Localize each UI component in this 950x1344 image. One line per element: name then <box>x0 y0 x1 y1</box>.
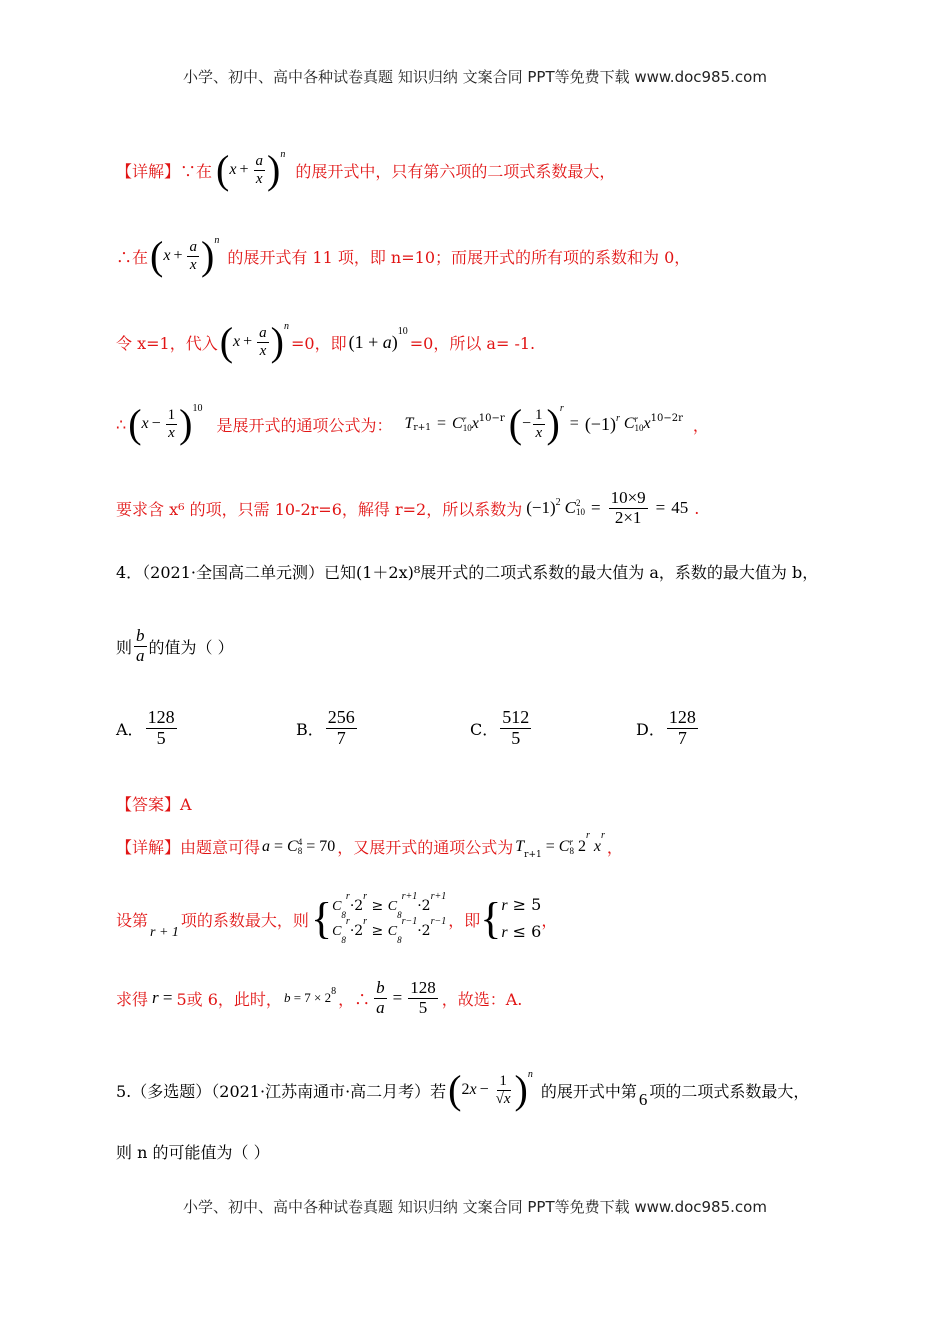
answer-line: 【答案】A <box>116 795 192 814</box>
question-4-pre: 则 <box>116 637 133 657</box>
line-4-pre: ∴ <box>116 414 127 434</box>
question-5-post: 项的二项式系数最大， <box>649 1081 810 1101</box>
line-3-pre: 令 x=1，代入 <box>116 333 218 353</box>
detail-3-post: ，故选：A. <box>441 989 523 1009</box>
formula-r-equals: r = <box>152 988 173 1007</box>
option-c[interactable] <box>470 706 533 750</box>
option-b-value: $\frac{256}{7}$ <box>327 706 355 748</box>
detail-2-mid: 项的系数最大，则 <box>180 910 309 930</box>
detail-3-mid: 5或 6，此时， <box>176 989 282 1009</box>
formula-a-equals-70: a = C 4 8 = 70 <box>262 836 336 856</box>
option-d[interactable] <box>636 706 700 750</box>
page-footer-banner: 小学、初中、高中各种试卷真题 知识归纳 文案合同 PPT等免费下载 www.doc985.com <box>183 1198 767 1216</box>
detail-1-mid: ，又展开式的通项公式为 <box>337 837 514 857</box>
line-4-text: 是展开式的通项公式为： <box>216 415 393 435</box>
option-a-label: A． <box>116 719 144 739</box>
question-5-mid: 的展开式中第 <box>540 1081 637 1101</box>
solution-line-5 <box>116 480 699 536</box>
line-1-text: 的展开式中，只有第六项的二项式系数最大， <box>295 161 616 181</box>
detail-2-pre: 设第 <box>116 910 149 930</box>
detail-2-mid2: ，即 <box>448 910 481 930</box>
question-4-stem-2 <box>116 624 234 668</box>
formula-binomial-1: ( x + $\frac{a}{x}$ ) n <box>216 147 286 192</box>
question-5-pre: 5.（多选题）（2021·江苏南通市·高二月考）若 <box>116 1081 447 1101</box>
line-5-text: 要求含 x⁶ 的项，只需 10-2r=6，解得 r=2，所以系数为 <box>116 499 523 519</box>
question-5-stem-2: 则 n 的可能值为（ ） <box>116 1143 270 1162</box>
formula-binomial-3: ( x + $\frac{a}{x}$ ) n <box>219 319 289 364</box>
formula-general-term: T r+1 = C r 10 x 10−r ( − $\frac{1}{x}$ ) r = (−1) r C r 10 x 10−2r <box>404 401 683 446</box>
option-b-label: B． <box>296 719 324 739</box>
solution-line-4: ∴ ( x − $\frac{1}{x}$ ) 10 是展开式的通项公式为： T r+1 = C r 10 x 10−r ( − $\frac{1}{x}$ ) r = (−1) r C r 10 x 10−2r ， <box>116 401 709 446</box>
detail-1-pre: 【详解】由题意可得 <box>116 837 261 857</box>
line-2-text: 的展开式有 11 项，即 n=10；而展开式的所有项的系数和为 0， <box>227 247 691 267</box>
line-3-mid: =0，即 <box>291 333 347 353</box>
detail-3-mid2: ，∴ <box>338 989 371 1009</box>
question-5-stem <box>116 1060 809 1120</box>
formula-b-value: $b = 7 \times 2^8$ <box>283 986 337 1005</box>
formula-inequality-system: { $C_8^r\cdot 2^r \ge C_8^{r+1}\cdot 2^{r+1}$ $C_8^r\cdot 2^r \ge C_8^{r-1}\cdot 2^{r-1}$ <box>310 890 447 945</box>
detail-line-1 <box>116 826 623 866</box>
formula-b-over-a: $\frac{b}{a}$ <box>136 625 145 665</box>
option-a-value: $\frac{128}{5}$ <box>147 706 175 748</box>
page-header-banner: 小学、初中、高中各种试卷真题 知识归纳 文案合同 PPT等免费下载 www.doc985.com <box>183 68 767 86</box>
therefore-text: ∴在 <box>116 247 149 267</box>
option-c-label: C． <box>470 719 499 739</box>
formula-coefficient-45: (−1) 2 C 2 10 = $\frac{10\times 9}{2\times 1}$ = 45 <box>526 487 689 527</box>
line-3-post: =0，所以 a= -1. <box>409 333 536 353</box>
formula-r-range: { r ≥ 5 r ≤ 6 <box>480 894 542 943</box>
question-4-post: 的值为（ ） <box>148 637 234 657</box>
formula-binomial-2: ( x + $\frac{a}{x}$ ) n <box>150 233 220 278</box>
question-4-stem: 4．（2021·全国高二单元测）已知(1＋2x)⁸展开式的二项式系数的最大值为 a，系数的最大值为 b， <box>116 563 819 582</box>
detail-tag: 【详解】 <box>116 161 181 181</box>
detail-1-post: ， <box>606 837 623 857</box>
option-a[interactable] <box>116 706 179 750</box>
formula-2x-minus-inv-sqrt: ( 2x − $\frac{1}{√x}$ ) n <box>448 1067 533 1112</box>
formula-r-plus-1: r + 1 <box>150 925 179 940</box>
option-d-label: D． <box>636 719 665 739</box>
detail-3-pre: 求得 <box>116 989 149 1009</box>
detail-line-2 <box>116 884 557 954</box>
solution-line-3 <box>116 312 535 372</box>
formula-one-plus-a: $(1 + a)^{10}$ <box>348 325 408 352</box>
detail-line-3 <box>116 970 522 1026</box>
question-5-term-number: 6 <box>638 1090 648 1109</box>
solution-line-1 <box>116 140 615 200</box>
solution-line-2 <box>116 226 690 286</box>
option-c-value: $\frac{512}{5}$ <box>502 706 530 748</box>
option-b[interactable] <box>296 706 359 750</box>
formula-ratio-result: $\frac{b}{a}$ = $\frac{128}{5}$ <box>376 977 436 1017</box>
detail-2-post: ， <box>541 910 558 930</box>
because-text: ∵在 <box>180 161 213 181</box>
formula-x-minus-inv-x: ( x − $\frac{1}{x}$ ) 10 <box>128 401 203 446</box>
line-5-end: . <box>694 498 700 518</box>
formula-term-2r: $T_{r+1} = C$ r 8 2$^r$ $x^r$ <box>515 830 605 860</box>
option-d-value: $\frac{128}{7}$ <box>668 706 696 748</box>
